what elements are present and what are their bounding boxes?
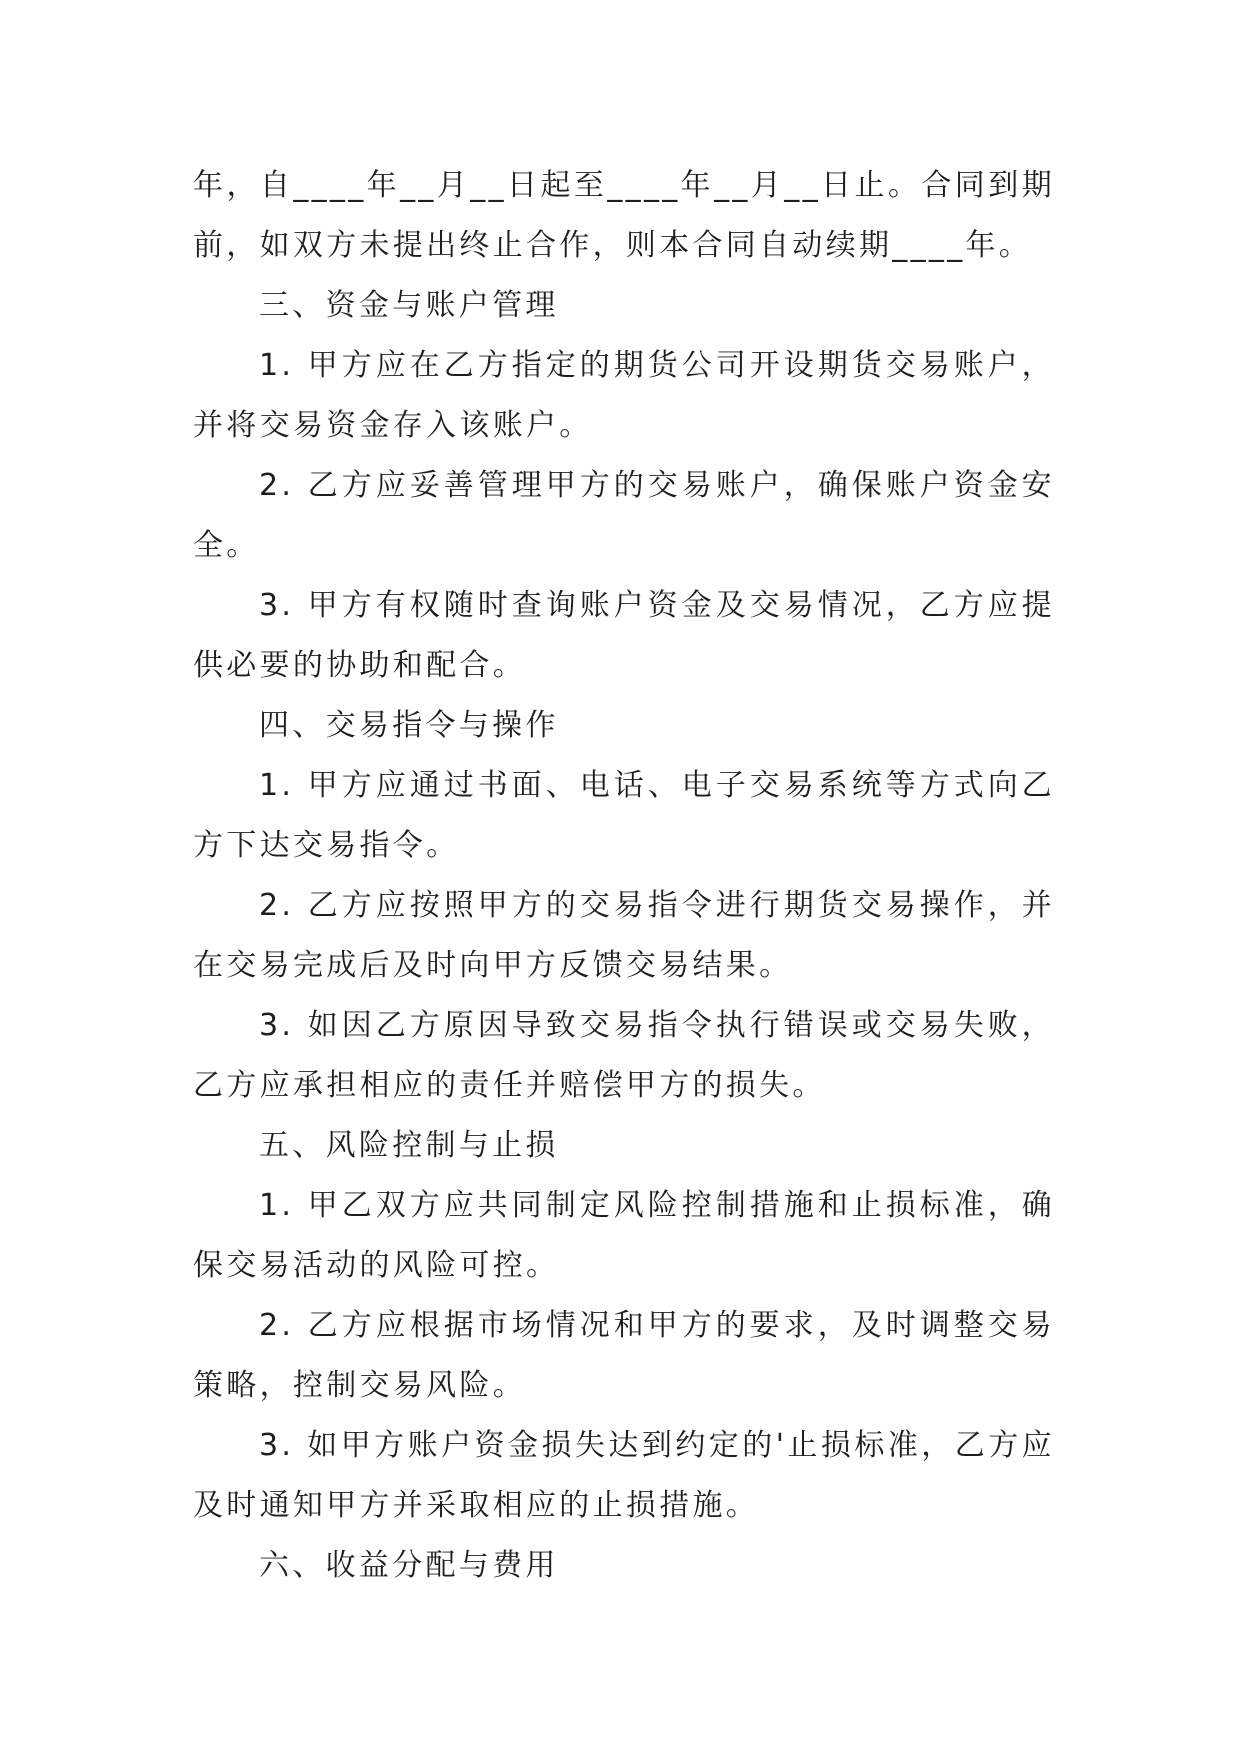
clause-4-2: 2. 乙方应按照甲方的交易指令进行期货交易操作，并在交易完成后及时向甲方反馈交易结果。 (193, 888, 1055, 983)
section-heading-risk-control: 五、风险控制与止损 (259, 1128, 559, 1163)
section-heading-trading-orders: 四、交易指令与操作 (259, 708, 559, 743)
clause-5-3: 3. 如甲方账户资金损失达到约定的'止损标准，乙方应及时通知甲方并采取相应的止损措施。 (193, 1428, 1055, 1523)
section-heading-profit-fees: 六、收益分配与费用 (259, 1548, 559, 1583)
clause-3-1: 1. 甲方应在乙方指定的期货公司开设期货交易账户，并将交易资金存入该账户。 (193, 348, 1055, 443)
clause-5-2: 2. 乙方应根据市场情况和甲方的要求，及时调整交易策略，控制交易风险。 (193, 1308, 1055, 1403)
clause-4-3: 3. 如因乙方原因导致交易指令执行错误或交易失败，乙方应承担相应的责任并赔偿甲方的损失。 (193, 1008, 1055, 1103)
clause-5-1: 1. 甲乙双方应共同制定风险控制措施和止损标准，确保交易活动的风险可控。 (193, 1188, 1055, 1283)
clause-3-2: 2. 乙方应妥善管理甲方的交易账户，确保账户资金安全。 (193, 468, 1055, 563)
clause-4-1: 1. 甲方应通过书面、电话、电子交易系统等方式向乙方下达交易指令。 (193, 768, 1055, 863)
document-body (193, 156, 1055, 1596)
paragraph-contract-term: 年，自____年__月__日起至____年__月__日止。合同到期前，如双方未提出终止合作，则本合同自动续期____年。 (193, 168, 1055, 263)
clause-3-3: 3. 甲方有权随时查询账户资金及交易情况，乙方应提供必要的协助和配合。 (193, 588, 1055, 683)
section-heading-funds-accounts: 三、资金与账户管理 (259, 288, 559, 323)
